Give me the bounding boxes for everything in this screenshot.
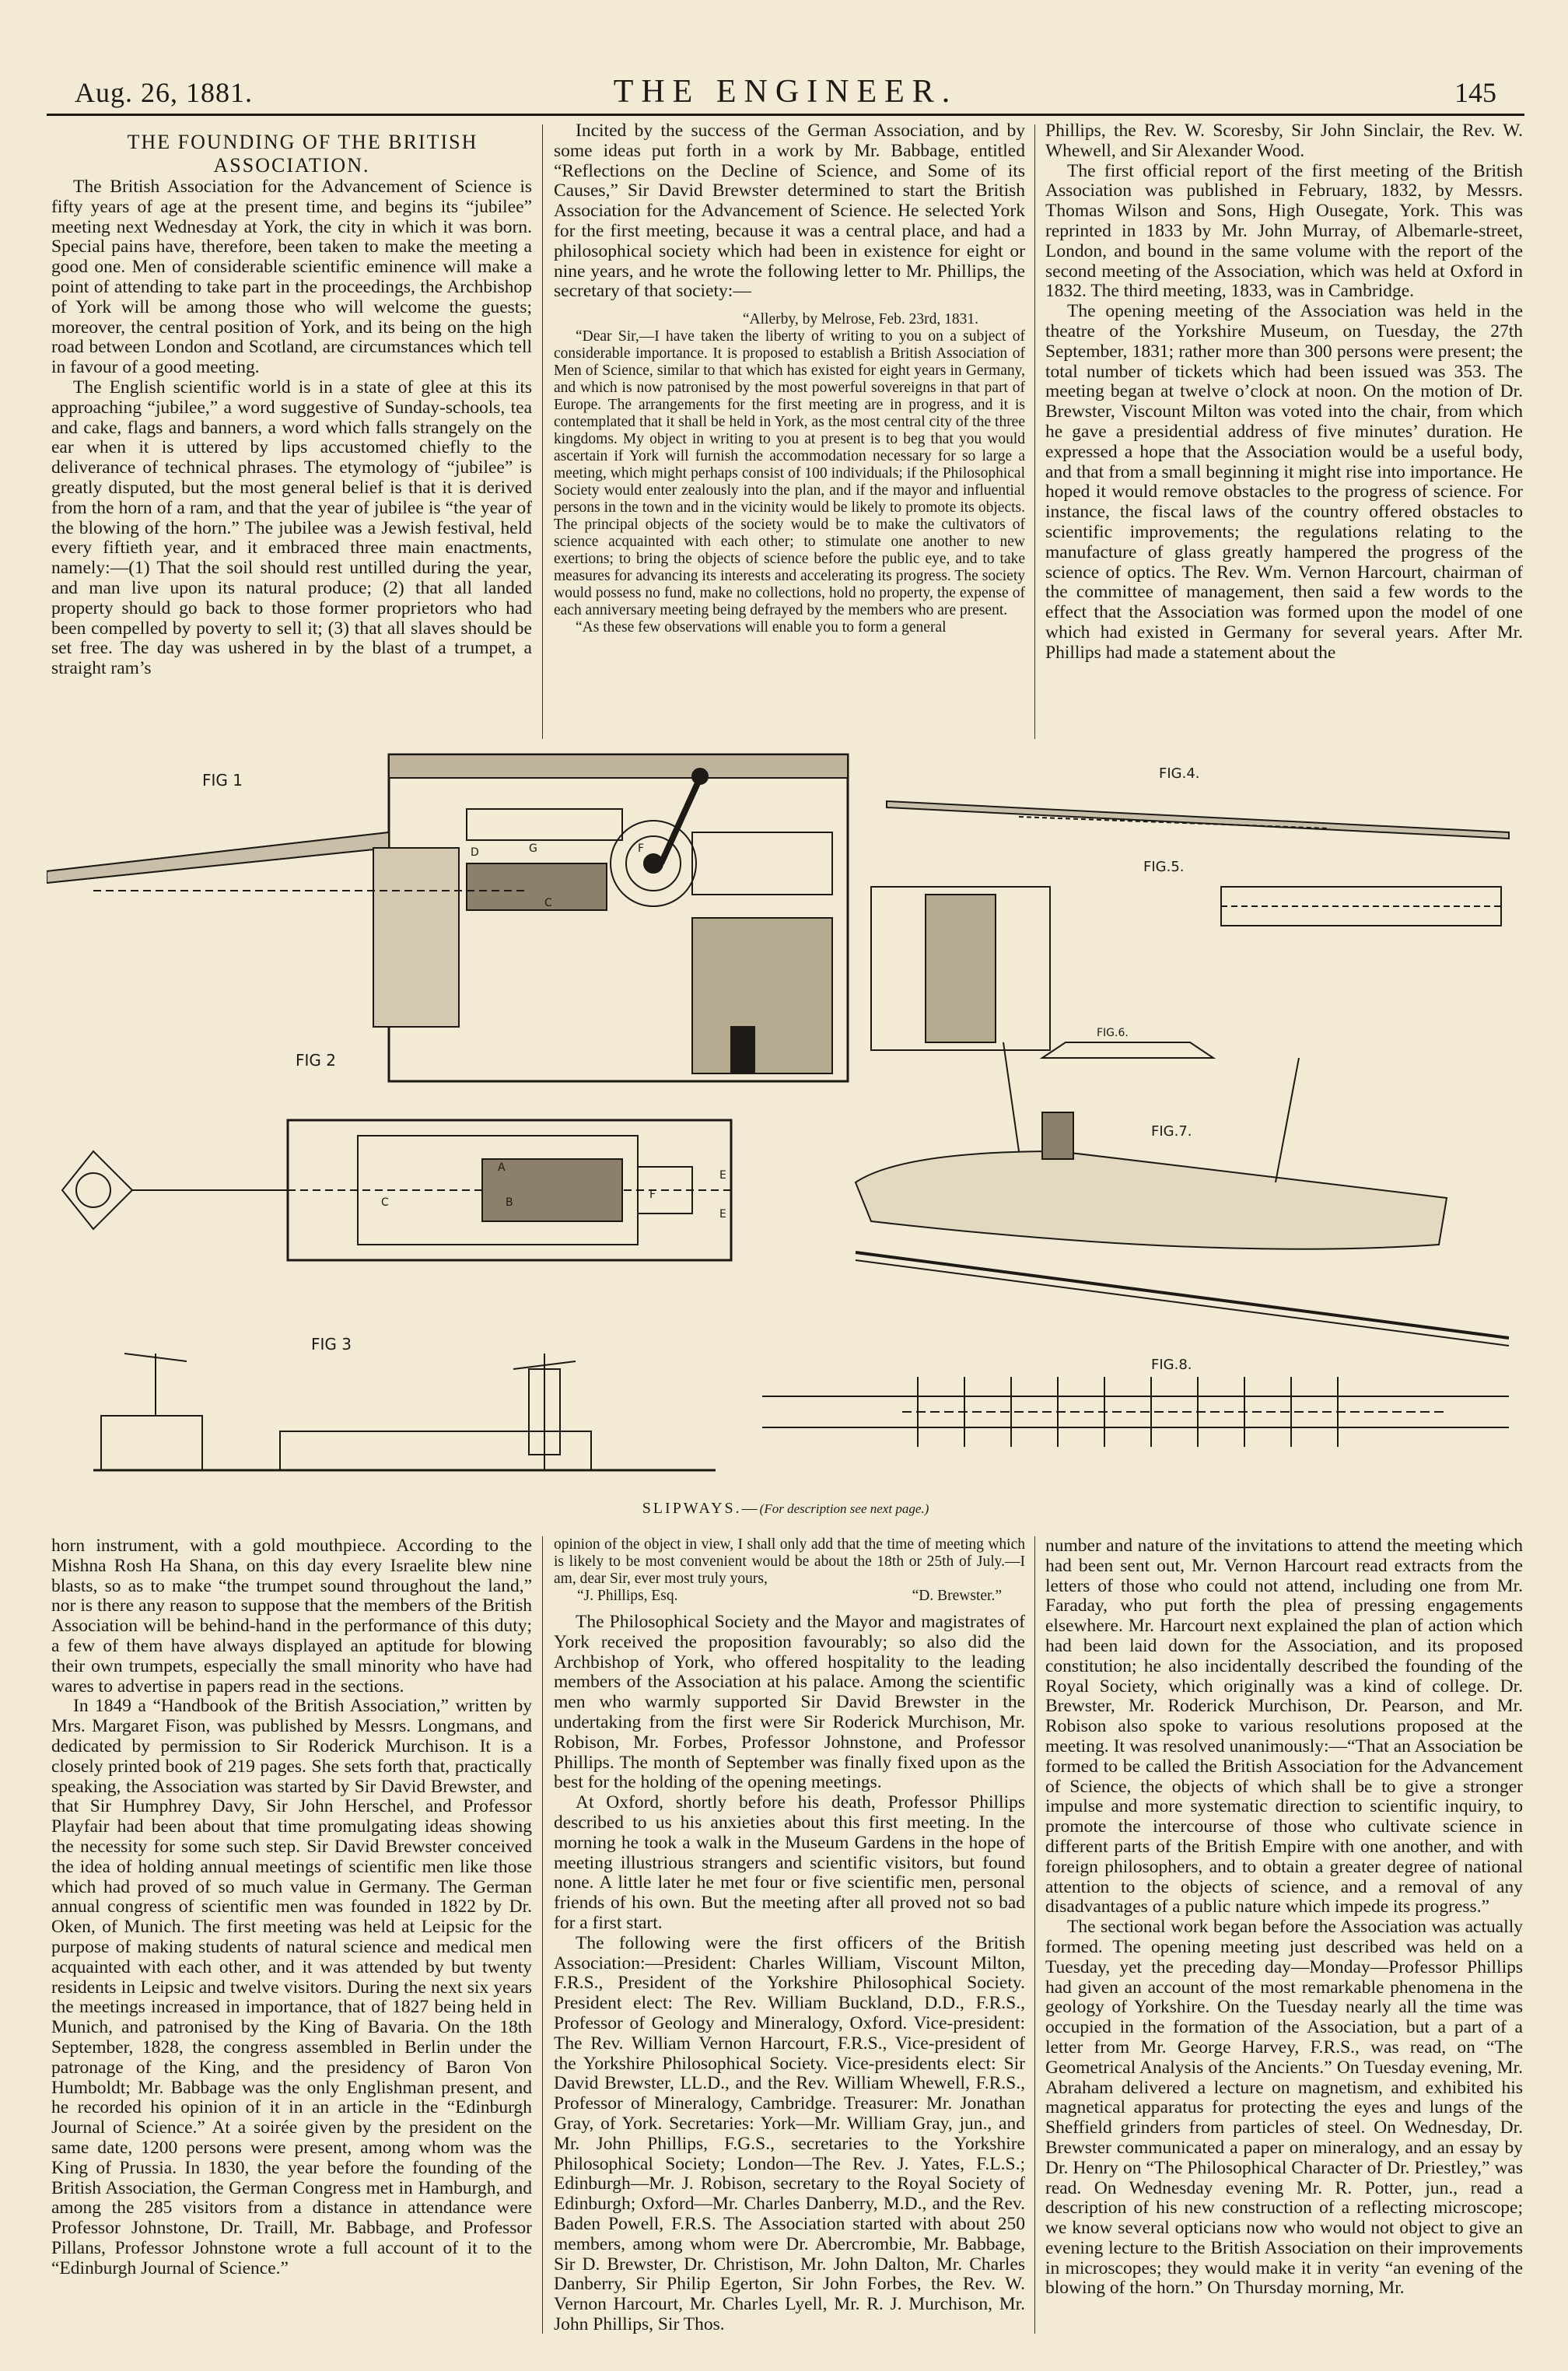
letter-closing: opinion of the object in view, I shall only add that the time of meeting which is likely to be most convenient would be about the 18th or 25th of July.—I am, dear Sir, ever most truly yours, bbox=[554, 1536, 1025, 1587]
fig-1-drawing bbox=[47, 755, 848, 1081]
letter-body: “Dear Sir,—I have taken the liberty of writing to you on a subject of considerable importance. It is proposed to establish a British Association of Men of Science, similar to that which has existed for eight years in Germany, and which is now patronised by the most powerful sovereigns in that part of Europe. The arrangements for the first meeting are in progress, and it is contemplated that it shall be held in York, as the most central city of the three kingdoms. My object in writing to you at present is to beg that you would ascertain if York will furnish the accommodation necessary for so large a meeting, which might perhaps consist of 100 individuals; if the Philosophical Society would enter zealously into the plan, and if the mayor and influential persons in the town and in the vicinity would be likely to promote its objects. The principal objects of the society would be to make the cultivators of science acquainted with each other; to stimulate one another to new exertions; to bring the objects of science before the public eye, and to take measures for advancing its interests and accelerating its progress. The society would possess no fund, make no collections, hold no property, the expense of each anniversary meeting being defrayed by the members who are present. bbox=[554, 328, 1025, 619]
slipways-illustration bbox=[47, 747, 1524, 1517]
paragraph: The English scientific world is in a state of glee at this its approaching “jubilee,” a word suggestive of Sunday-schools, tea and cake, flags and banners, a word which falls strangely on the ear when it is uttered by lips accustomed chiefly to the deliverance of technical phrases. The etymology of “jubilee” is greatly disputed, but the most general belief is that it is derived from the horn of a ram, and that the year of jubilee is “the year of the blowing of the horn.” The jubilee was a Jewish festival, held every fiftieth year, and it embraced three main enactments, namely:—(1) That the soil should rest untilled during the year, and man live upon its natural produce; (2) that all landed property should go back to those former proprietors who had been compelled by poverty to sell it; (3) that all slaves should be set free. The day was ushered in by the blast of a trumpet, a straight ram’s bbox=[51, 376, 532, 679]
column-1-bottom bbox=[51, 1536, 532, 2278]
paragraph: The opening meeting of the Association was held in the theatre of the Yorkshire Museum, on Tuesday, the 27th September, 1831; rather more than 300 persons were present; the total number of tickets which had been issued was 353. The meeting began at twelve o’clock at noon. On the motion of Dr. Brewster, Viscount Milton was voted into the chair, from which he gave a presidential address of five minutes’ duration. He expressed a hope that the Association would be a useful body, and that from a small beginning it might rise into importance. He hoped it would remove obstacles to the progress of science. For instance, the fiscal laws of the country offered obstacles to scientific improvements; the regulations relating to the manufacture of glass greatly hampered the progress of the science of optics. The Rev. Wm. Vernon Harcourt, chairman of the committee of management, then said a few words to the effect that the Association was formed upon the model of one which had existed in Germany for several years. After Mr. Phillips had made a statement about the bbox=[1045, 301, 1523, 663]
paragraph: At Oxford, shortly before his death, Professor Phillips described to us his anxieties about this first meeting. In the morning he took a walk in the Museum Gardens in the hope of meeting illustrious strangers and scientific visitors, but found none. A little later he met four or five scientific men, personal friends of his own. But the meeting after all proved not so bad for a first start. bbox=[554, 1792, 1025, 1933]
fig-8-label: FIG.8. bbox=[1151, 1357, 1192, 1373]
page-number: 145 bbox=[1454, 77, 1496, 108]
engineering-drawing bbox=[47, 747, 1524, 1494]
article-headline: THE FOUNDING OF THE BRITISH ASSOCIATION. bbox=[127, 131, 478, 177]
letter-body: “As these few observations will enable you to form a general bbox=[576, 619, 947, 636]
column-2-bottom bbox=[554, 1536, 1025, 2335]
column-divider bbox=[542, 124, 543, 739]
fig-6-label: FIG.6. bbox=[1097, 1027, 1129, 1039]
fig-4-label: FIG.4. bbox=[1159, 765, 1200, 782]
issue-date: Aug. 26, 1881. bbox=[75, 77, 253, 108]
figure-caption: SLIPWAYS.—(For description see next page.) bbox=[642, 1500, 929, 1517]
letter-signoff bbox=[554, 1588, 1025, 1605]
fig-8-drawing bbox=[762, 1377, 1509, 1447]
fig-7-label: FIG.7. bbox=[1151, 1123, 1192, 1140]
paragraph: The Philosophical Society and the Mayor and magistrates of York received the proposition favourably; so also did the Archbishop of York, who offered hospitality to the leading members of the Association at his palace. Among the scientific men who warmly supported Sir David Brewster in the undertaking from the first were Sir Roderick Murchison, Mr. Robison, Mr. Forbes, Professor Johnstone, and Professor Phillips. The month of September was finally fixed upon as the best for the holding of the opening meetings. bbox=[554, 1612, 1025, 1793]
fig-5-drawing bbox=[871, 887, 1501, 1050]
fig-7-drawing bbox=[856, 1042, 1509, 1346]
column-3-bottom bbox=[1045, 1536, 1523, 2299]
header-rule bbox=[47, 114, 1524, 116]
letter-addressee: “J. Phillips, Esq. bbox=[577, 1588, 678, 1604]
caption-note: (For description see next page.) bbox=[759, 1501, 929, 1516]
column-divider bbox=[1034, 1536, 1035, 2334]
fig-3-drawing bbox=[93, 1354, 716, 1470]
column-2-top bbox=[554, 121, 1025, 636]
fig-2-label: FIG 2 bbox=[296, 1051, 336, 1070]
paragraph: number and nature of the invitations to attend the meeting which had been sent out, Mr. Vernon Harcourt read extracts from the letters of those who could not attend, including one from Mr. Faraday, who put forth the plea of pressing engagements elsewhere. Mr. Harcourt next explained the plan of action which had been laid down for the Association, and its proposed constitution; he also incidentally described the founding of the Royal Society, which originally was a kind of college. Dr. Brewster, Mr. Roderick Murchison, Dr. Pearson, and Mr. Robison also spoke to various resolutions proposed at the meeting. It was resolved unanimously:—“That an Association be formed to be called the British Association for the Advancement of Science, the objects of which shall be to give a stronger impulse and more systematic direction to scientific inquiry, to promote the intercourse of those who cultivate science in different parts of the British Empire with one another, and with foreign philosophers, and to obtain a greater degree of national attention to the objects of science, and a removal of any disadvantages of a public nature which impede its progress.” bbox=[1045, 1536, 1523, 1917]
svg-text:E: E bbox=[719, 1208, 726, 1221]
paragraph: The first official report of the first meeting of the British Association was published in February, 1832, by Messrs. Thomas Wilson and Sons, High Ousegate, York. This was reprinted in 1833 by Mr. John Murray, of Albemarle-street, London, and bound in the same volume with the report of the second meeting of the Association, which was held at Oxford in 1832. The third meeting, 1833, was in Cambridge. bbox=[1045, 160, 1523, 302]
paragraph: The following were the first officers of the British Association:—President: Charles William, Viscount Milton, F.R.S., President of the Yorkshire Philosophical Society. President elect: The Rev. William Buckland, D.D., F.R.S., Professor of Geology and Mineralogy, Oxford. Vice-president: The Rev. William Vernon Harcourt, F.R.S., Vice-president of the Yorkshire Philosophical Society. Vice-presidents elect: Sir David Brewster, LL.D., and the Rev. William Whewell, F.R.S., Professor of Mineralogy, Cambridge. Treasurer: Mr. Jonathan Gray, of York. Secretaries: York—Mr. William Gray, jun., and Mr. John Phillips, F.G.S., secretaries to the Yorkshire Philosophical Society; London—The Rev. J. Yates, F.L.S.; Edinburgh—Mr. J. Robison, secretary to the Royal Society of Edinburgh; Oxford—Mr. Charles Danberry, M.D., and the Rev. Baden Powell, F.R.S. The Association started with about 250 members, among whom were Dr. Abercrombie, Mr. Babbage, Sir D. Brewster, Dr. Christison, Mr. John Dalton, Mr. Charles Danberry, Sir Philip Egerton, Sir John Forbes, the Rev. W. Vernon Harcourt, Mr. Charles Lyell, Mr. R. J. Murchison, Mr. John Phillips, Sir Thos. bbox=[554, 1932, 1025, 2334]
fig-2-drawing bbox=[62, 1120, 731, 1260]
svg-text:G: G bbox=[529, 842, 537, 855]
page-header bbox=[47, 72, 1524, 118]
svg-text:A: A bbox=[498, 1161, 506, 1174]
paragraph: In 1849 a “Handbook of the British Association,” written by Mrs. Margaret Fison, was published by Messrs. Longmans, and dedicated by permission to Sir Roderick Murchison. It is a closely printed book of 219 pages. She sets forth that, practically speaking, the Association was started by Sir David Brewster, and that Sir Humphrey Davy, Sir John Herschel, and Professor Playfair had been about that time promulgating ideas showing the necessity for some such step. Sir David Brewster conceived the idea of holding annual meetings of scientific men like those which had proved of so much value in Germany. The German annual congress of scientific men was founded in 1822 by Dr. Oken, of Munich. The first meeting was held at Leipsic for the purpose of making students of natural science and medical men acquainted with each other, and it was attended by but twenty residents in Leipsic and twelve visitors. During the next six years the meetings increased in importance, that of 1827 being held in Munich, and patronised by the King of Bavaria. On the 18th September, 1828, the congress assembled in Berlin under the patronage of the King, and the presidency of Baron Von Humboldt; Mr. Babbage was the only Englishman present, and he recorded his opinion of it in an article in the “Edinburgh Journal of Science.” At a soirée given by the president on the same date, 1200 persons were present, among whom was the King of Prussia. In 1830, the year before the founding of the British Association, the German Congress met in Hamburgh, and among the 285 visitors from a distance in attendance were Professor Johnstone, Dr. Traill, Mr. Babbage, and Professor Pillans, Professor Johnstone wrote a full account of it to the “Edinburgh Journal of Science.” bbox=[51, 1696, 532, 2278]
svg-text:C: C bbox=[544, 897, 552, 909]
masthead-title: THE ENGINEER. bbox=[613, 74, 958, 110]
fig-1-label: FIG 1 bbox=[202, 771, 243, 790]
paragraph: horn instrument, with a gold mouthpiece. According to the Mishna Rosh Ha Shana, on this day every Israelite blew nine blasts, so as to make “the trumpet sound throughout the land,” nor is there any reason to suppose that the members of the British Association will be behind-hand in the performance of this duty; a few of them have always displayed an aptitude for blowing their own trumpets, especially the small minority who have had wares to advertise in papers read in the sections. bbox=[51, 1536, 532, 1697]
svg-text:B: B bbox=[506, 1196, 513, 1209]
column-divider bbox=[1034, 124, 1035, 739]
svg-text:D: D bbox=[471, 846, 479, 859]
paragraph: Phillips, the Rev. W. Scoresby, Sir John Sinclair, the Rev. W. Whewell, and Sir Alexander Wood. bbox=[1045, 121, 1523, 161]
fig-5-label: FIG.5. bbox=[1143, 859, 1185, 875]
fig-3-label: FIG 3 bbox=[311, 1335, 352, 1354]
column-3-top bbox=[1045, 121, 1523, 664]
caption-title: SLIPWAYS. bbox=[642, 1500, 742, 1517]
paragraph: The sectional work began before the Association was actually formed. The opening meeting just described was held on a Tuesday, yet the preceding day—Monday—Professor Phillips had given an account of the most remarkable phenomena in the geology of Yorkshire. On the Tuesday nearly all the time was occupied in the formation of the Association, but a part of a letter from Mr. George Harvey, F.R.S., was read, on “The Geometrical Analysis of the Ancients.” On Tuesday evening, Mr. Abraham delivered a lecture on magnetism, and exhibited his magnetical apparatus for protecting the eyes and lungs of the Sheffield grinders from particles of steel. On Wednesday, Dr. Brewster communicated a paper on mineralogy, and an essay by Dr. Henry on “The Philosophical Character of Dr. Priestley,” was read. On Wednesday evening Mr. R. Potter, jun., read a description of his new construction of a reflecting microscope; we know several opticians now who would not object to give an evening lecture to the British Association on their improvements in microscopes; they would make it in verity “an evening of the blowing of the horn.” On Thursday morning, Mr. bbox=[1045, 1917, 1523, 2299]
letter-dateline: “Allerby, by Melrose, Feb. 23rd, 1831. bbox=[742, 311, 978, 328]
column-1-top bbox=[51, 131, 532, 679]
paragraph: The British Association for the Advancement of Science is fifty years of age at the present time, and begins its “jubilee” meeting next Wednesday at York, the city in which it was born. Special pains have, therefore, been taken to make the meeting a good one. Men of considerable scientific eminence will make a point of attending to take part in the proceedings, the Archbishop of York will be among those who will welcome the guests; moreover, the central position of York, and its being on the high road between London and Scotland, are circumstances which tell in favour of a good meeting. bbox=[51, 177, 532, 378]
letter-signature: “D. Brewster.” bbox=[912, 1588, 1002, 1604]
paragraph: Incited by the success of the German Association, and by some ideas put forth in a work by Mr. Babbage, entitled “Reflections on the Decline of Science, and Some of its Causes,” Sir David Brewster determined to start the British Association for the Advancement of Science. He selected York for the first meeting, because it was a central place, and had a philosophical society which had been in existence for eight or nine years, and he wrote the following letter to Mr. Phillips, the secretary of that society:— bbox=[554, 121, 1025, 302]
svg-text:C: C bbox=[381, 1196, 389, 1209]
fig-4-drawing bbox=[887, 801, 1509, 839]
column-divider bbox=[542, 1536, 543, 2334]
fig-6-drawing bbox=[1042, 1042, 1213, 1058]
svg-text:F: F bbox=[638, 842, 645, 855]
svg-text:E: E bbox=[719, 1169, 726, 1182]
svg-text:F: F bbox=[649, 1189, 656, 1201]
